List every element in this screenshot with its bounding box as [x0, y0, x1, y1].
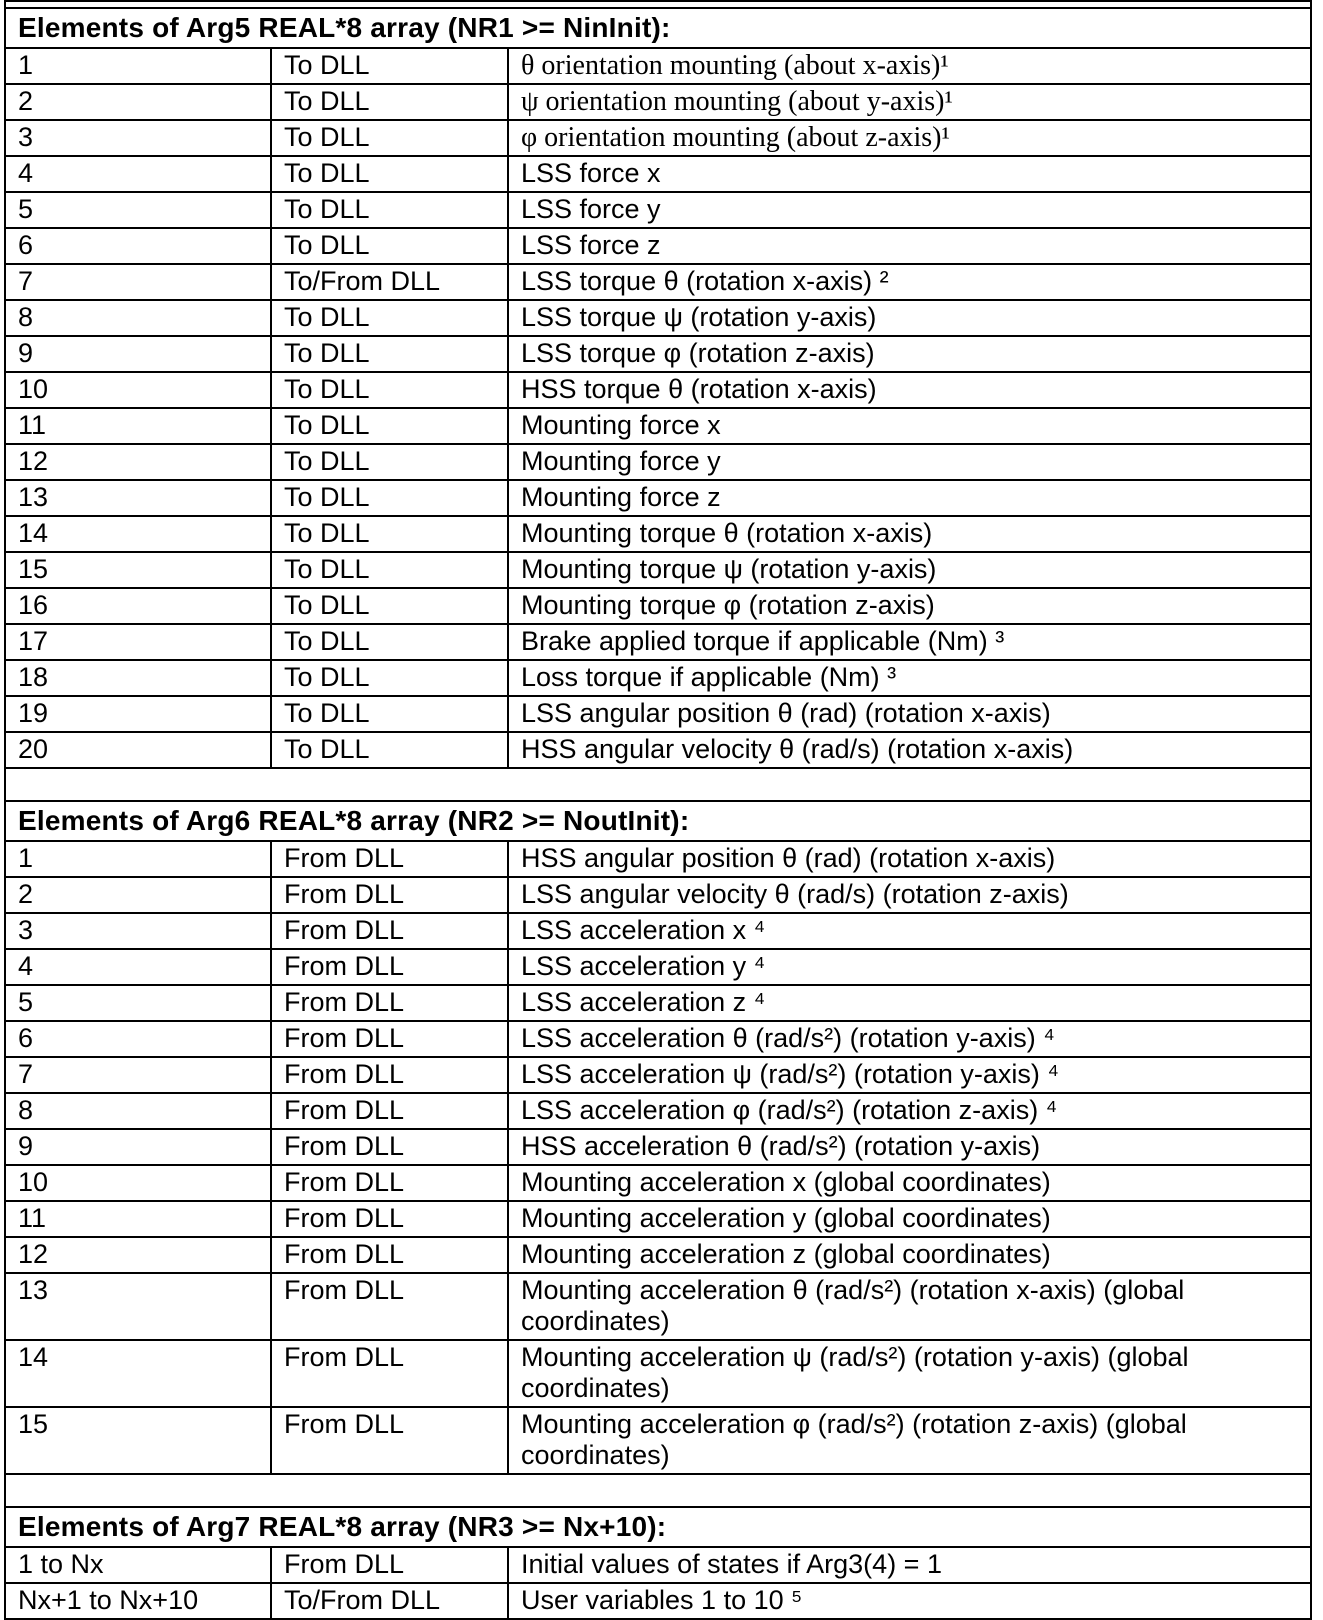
direction: To DLL	[271, 516, 508, 552]
description: LSS force z	[508, 228, 1311, 264]
direction: From DLL	[271, 1093, 508, 1129]
table-row	[5, 841, 1311, 877]
table-row	[5, 48, 1311, 84]
element-index: 11	[5, 408, 271, 444]
direction: From DLL	[271, 913, 508, 949]
description: LSS torque ψ (rotation y-axis)	[508, 300, 1311, 336]
description: Mounting force y	[508, 444, 1311, 480]
table-row	[5, 1201, 1311, 1237]
direction: To DLL	[271, 192, 508, 228]
table-row	[5, 913, 1311, 949]
table-row	[5, 300, 1311, 336]
direction: To DLL	[271, 300, 508, 336]
table-row	[5, 1093, 1311, 1129]
table-row	[5, 1340, 1311, 1407]
table-row	[5, 588, 1311, 624]
element-index: 16	[5, 588, 271, 624]
description: Mounting force z	[508, 480, 1311, 516]
direction: To DLL	[271, 372, 508, 408]
element-index: Nx+1 to Nx+10	[5, 1583, 271, 1619]
description: LSS acceleration y ⁴	[508, 949, 1311, 985]
direction: To DLL	[271, 84, 508, 120]
direction: From DLL	[271, 1273, 508, 1340]
element-index: 8	[5, 300, 271, 336]
description: User variables 1 to 10 ⁵	[508, 1583, 1311, 1619]
description: LSS angular velocity θ (rad/s) (rotation z-axis)	[508, 877, 1311, 913]
arg7-table-title: Elements of Arg7 REAL*8 array (NR3 >= Nx+10):	[5, 1507, 1311, 1547]
element-index: 10	[5, 372, 271, 408]
element-index: 8	[5, 1093, 271, 1129]
element-index: 1	[5, 841, 271, 877]
description: LSS angular position θ (rad) (rotation x-axis)	[508, 696, 1311, 732]
element-index: 1	[5, 48, 271, 84]
description: LSS force x	[508, 156, 1311, 192]
table-row	[5, 192, 1311, 228]
direction: To/From DLL	[271, 1583, 508, 1619]
description: Loss torque if applicable (Nm) ³	[508, 660, 1311, 696]
table-row	[5, 877, 1311, 913]
description: Mounting acceleration θ (rad/s²) (rotation x-axis) (global coordinates)	[508, 1273, 1311, 1340]
direction: To DLL	[271, 552, 508, 588]
description: Mounting acceleration z (global coordinates)	[508, 1237, 1311, 1273]
direction: From DLL	[271, 841, 508, 877]
description: LSS acceleration z ⁴	[508, 985, 1311, 1021]
element-index: 6	[5, 228, 271, 264]
description: φ orientation mounting (about z-axis)¹	[508, 120, 1311, 156]
element-index: 14	[5, 516, 271, 552]
description: ψ orientation mounting (about y-axis)¹	[508, 84, 1311, 120]
element-index: 4	[5, 156, 271, 192]
description: HSS angular velocity θ (rad/s) (rotation x-axis)	[508, 732, 1311, 768]
arg5-table-title: Elements of Arg5 REAL*8 array (NR1 >= NinInit):	[5, 8, 1311, 48]
direction: From DLL	[271, 1129, 508, 1165]
arg5-table-body	[5, 48, 1311, 768]
description: LSS acceleration x ⁴	[508, 913, 1311, 949]
direction: From DLL	[271, 949, 508, 985]
element-index: 5	[5, 985, 271, 1021]
table-row	[5, 480, 1311, 516]
direction: To/From DLL	[271, 264, 508, 300]
table-row	[5, 444, 1311, 480]
direction: From DLL	[271, 1547, 508, 1583]
arg6-table-header	[5, 801, 1311, 841]
element-index: 18	[5, 660, 271, 696]
table-row	[5, 156, 1311, 192]
separator-row	[5, 768, 1311, 801]
direction: To DLL	[271, 228, 508, 264]
table-row	[5, 696, 1311, 732]
table-row	[5, 552, 1311, 588]
direction: To DLL	[271, 480, 508, 516]
direction: To DLL	[271, 732, 508, 768]
element-index: 3	[5, 913, 271, 949]
element-index: 13	[5, 480, 271, 516]
element-index: 4	[5, 949, 271, 985]
direction: To DLL	[271, 408, 508, 444]
direction: To DLL	[271, 660, 508, 696]
table-row	[5, 660, 1311, 696]
description: Brake applied torque if applicable (Nm) ³	[508, 624, 1311, 660]
element-index: 10	[5, 1165, 271, 1201]
description: HSS angular position θ (rad) (rotation x-axis)	[508, 841, 1311, 877]
arg6-table-title: Elements of Arg6 REAL*8 array (NR2 >= NoutInit):	[5, 801, 1311, 841]
direction: From DLL	[271, 1165, 508, 1201]
table-row	[5, 516, 1311, 552]
table-row	[5, 1547, 1311, 1583]
description: HSS acceleration θ (rad/s²) (rotation y-axis)	[508, 1129, 1311, 1165]
element-index: 7	[5, 1057, 271, 1093]
element-index: 17	[5, 624, 271, 660]
element-index: 13	[5, 1273, 271, 1340]
description: θ orientation mounting (about x-axis)¹	[508, 48, 1311, 84]
element-index: 12	[5, 1237, 271, 1273]
table-row	[5, 1129, 1311, 1165]
description: LSS force y	[508, 192, 1311, 228]
separator-1	[5, 768, 1311, 801]
direction: From DLL	[271, 1340, 508, 1407]
direction: To DLL	[271, 156, 508, 192]
description: Mounting torque ψ (rotation y-axis)	[508, 552, 1311, 588]
table-row	[5, 1407, 1311, 1474]
description: Initial values of states if Arg3(4) = 1	[508, 1547, 1311, 1583]
element-index: 6	[5, 1021, 271, 1057]
element-index: 7	[5, 264, 271, 300]
element-index: 9	[5, 336, 271, 372]
element-index: 20	[5, 732, 271, 768]
element-index: 14	[5, 1340, 271, 1407]
direction: From DLL	[271, 1021, 508, 1057]
separator-row	[5, 1474, 1311, 1507]
element-index: 1 to Nx	[5, 1547, 271, 1583]
description: LSS acceleration ψ (rad/s²) (rotation y-axis) ⁴	[508, 1057, 1311, 1093]
description: Mounting acceleration ψ (rad/s²) (rotation y-axis) (global coordinates)	[508, 1340, 1311, 1407]
description: Mounting torque θ (rotation x-axis)	[508, 516, 1311, 552]
description: Mounting acceleration x (global coordinates)	[508, 1165, 1311, 1201]
description: Mounting acceleration φ (rad/s²) (rotation z-axis) (global coordinates)	[508, 1407, 1311, 1474]
table-row	[5, 120, 1311, 156]
description: LSS torque θ (rotation x-axis) ²	[508, 264, 1311, 300]
table-row	[5, 84, 1311, 120]
table-row	[5, 1237, 1311, 1273]
description: Mounting acceleration y (global coordinates)	[508, 1201, 1311, 1237]
table-title-row	[5, 8, 1311, 48]
description: Mounting torque φ (rotation z-axis)	[508, 588, 1311, 624]
table-row	[5, 949, 1311, 985]
table-row	[5, 1057, 1311, 1093]
direction: From DLL	[271, 1237, 508, 1273]
element-index: 9	[5, 1129, 271, 1165]
direction: To DLL	[271, 624, 508, 660]
element-index: 2	[5, 877, 271, 913]
table-row	[5, 336, 1311, 372]
direction: From DLL	[271, 1201, 508, 1237]
direction: From DLL	[271, 1057, 508, 1093]
direction: To DLL	[271, 588, 508, 624]
arg5-table-header	[5, 8, 1311, 48]
description: LSS acceleration φ (rad/s²) (rotation z-axis) ⁴	[508, 1093, 1311, 1129]
top-separator	[5, 1, 1311, 8]
arg7-table-body	[5, 1547, 1311, 1619]
direction: To DLL	[271, 48, 508, 84]
direction: From DLL	[271, 1407, 508, 1474]
table-row	[5, 1273, 1311, 1340]
element-index: 5	[5, 192, 271, 228]
element-index: 15	[5, 1407, 271, 1474]
table-title-row	[5, 1507, 1311, 1547]
table-row	[5, 408, 1311, 444]
direction: To DLL	[271, 696, 508, 732]
element-index: 3	[5, 120, 271, 156]
table-row	[5, 264, 1311, 300]
direction: From DLL	[271, 877, 508, 913]
table-row	[5, 1021, 1311, 1057]
element-index: 11	[5, 1201, 271, 1237]
table-row	[5, 732, 1311, 768]
description: HSS torque θ (rotation x-axis)	[508, 372, 1311, 408]
description: LSS acceleration θ (rad/s²) (rotation y-axis) ⁴	[508, 1021, 1311, 1057]
arg6-table-body	[5, 841, 1311, 1474]
element-index: 15	[5, 552, 271, 588]
element-index: 19	[5, 696, 271, 732]
direction: To DLL	[271, 120, 508, 156]
table-row	[5, 624, 1311, 660]
description: LSS torque φ (rotation z-axis)	[508, 336, 1311, 372]
table-row	[5, 1165, 1311, 1201]
table-row	[5, 1583, 1311, 1619]
separator-row	[5, 1, 1311, 8]
description: Mounting force x	[508, 408, 1311, 444]
table-title-row	[5, 801, 1311, 841]
table-row	[5, 228, 1311, 264]
direction: To DLL	[271, 444, 508, 480]
table-row	[5, 985, 1311, 1021]
element-index: 12	[5, 444, 271, 480]
direction: From DLL	[271, 985, 508, 1021]
element-index: 2	[5, 84, 271, 120]
arg7-table-header	[5, 1507, 1311, 1547]
dll-array-elements-table	[4, 0, 1312, 1620]
table-row	[5, 372, 1311, 408]
direction: To DLL	[271, 336, 508, 372]
separator-2	[5, 1474, 1311, 1507]
